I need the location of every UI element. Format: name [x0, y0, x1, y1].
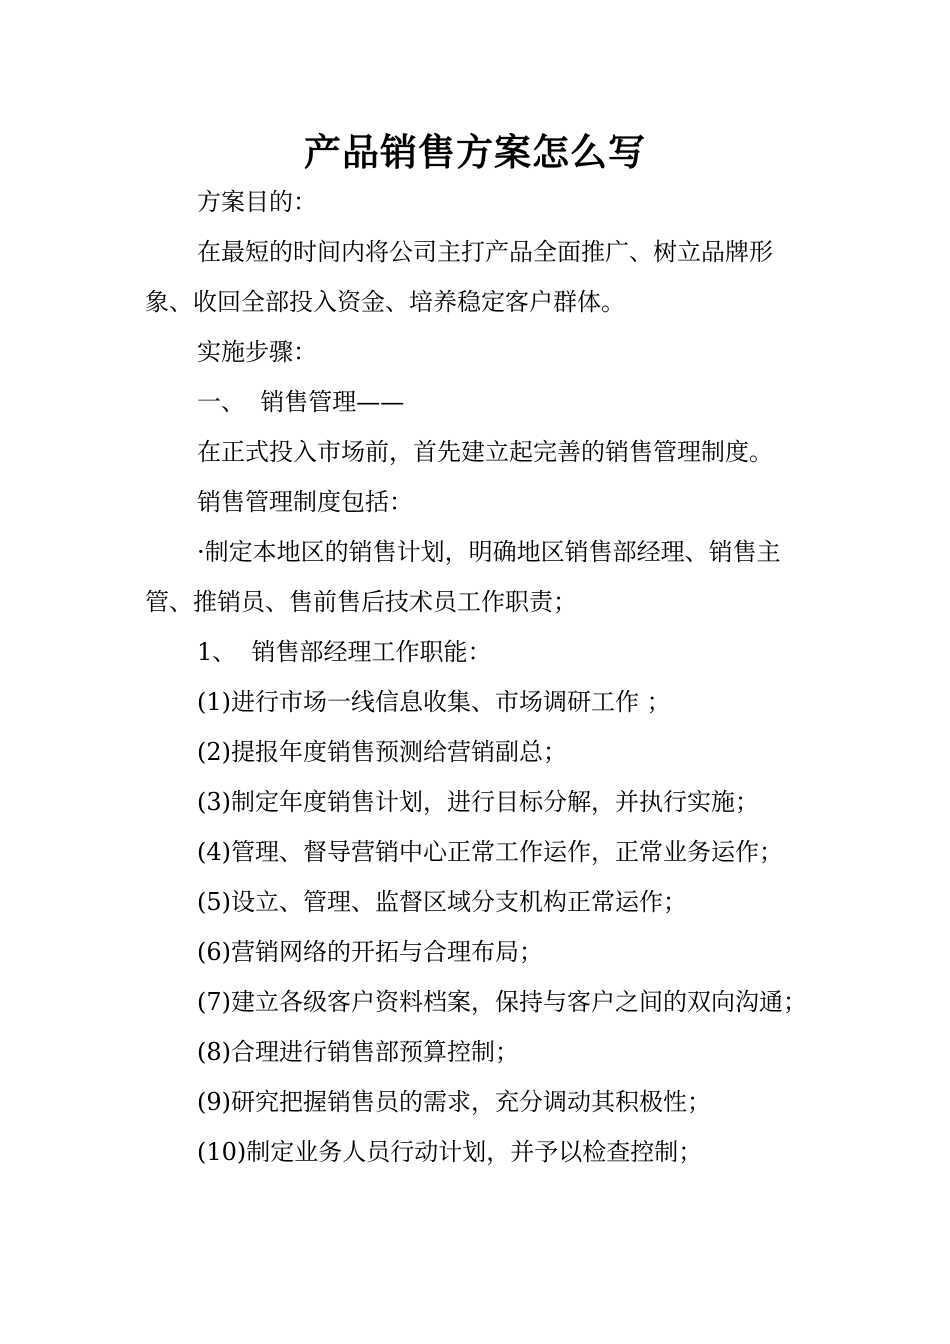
paragraph-intro: 在正式投入市场前，首先建立起完善的销售管理制度。 [197, 438, 773, 466]
document-title: 产品销售方案怎么写 [304, 130, 646, 174]
list-item: (5)设立、管理、监督区域分支机构正常运作； [197, 888, 687, 916]
paragraph-manager-heading: 1、 销售部经理工作职能： [197, 638, 492, 666]
list-item: (7)建立各级客户资料档案，保持与客户之间的双向沟通； [197, 988, 807, 1016]
list-item: (6)营销网络的开拓与合理布局； [197, 938, 543, 966]
paragraph-purpose-text: 在最短的时间内将公司主打产品全面推广、树立品牌形象、收回全部投入资金、培养稳定客户群体。 [145, 238, 773, 316]
document-body [145, 177, 810, 1177]
list-item: (2)提报年度销售预测给营销副总； [197, 738, 567, 766]
list-item: (10)制定业务人员行动计划，并予以检查控制； [197, 1138, 703, 1166]
paragraph-bullet: ·制定本地区的销售计划，明确地区销售部经理、销售主管、推销员、售前售后技术员工作职责； [145, 538, 781, 616]
paragraph-purpose-heading: 方案目的： [197, 188, 317, 216]
paragraph-steps-heading: 实施步骤： [197, 338, 317, 366]
paragraph-system-heading: 销售管理制度包括： [197, 488, 413, 516]
paragraph-section-one: 一、 销售管理—— [197, 388, 405, 416]
list-item: (4)管理、督导营销中心正常工作运作，正常业务运作； [197, 838, 783, 866]
list-item: (8)合理进行销售部预算控制； [197, 1038, 519, 1066]
list-item: (3)制定年度销售计划，进行目标分解，并执行实施； [197, 788, 759, 816]
list-item: (1)进行市场一线信息收集、市场调研工作 ； [197, 688, 671, 716]
list-item: (9)研究把握销售员的需求，充分调动其积极性； [197, 1088, 711, 1116]
